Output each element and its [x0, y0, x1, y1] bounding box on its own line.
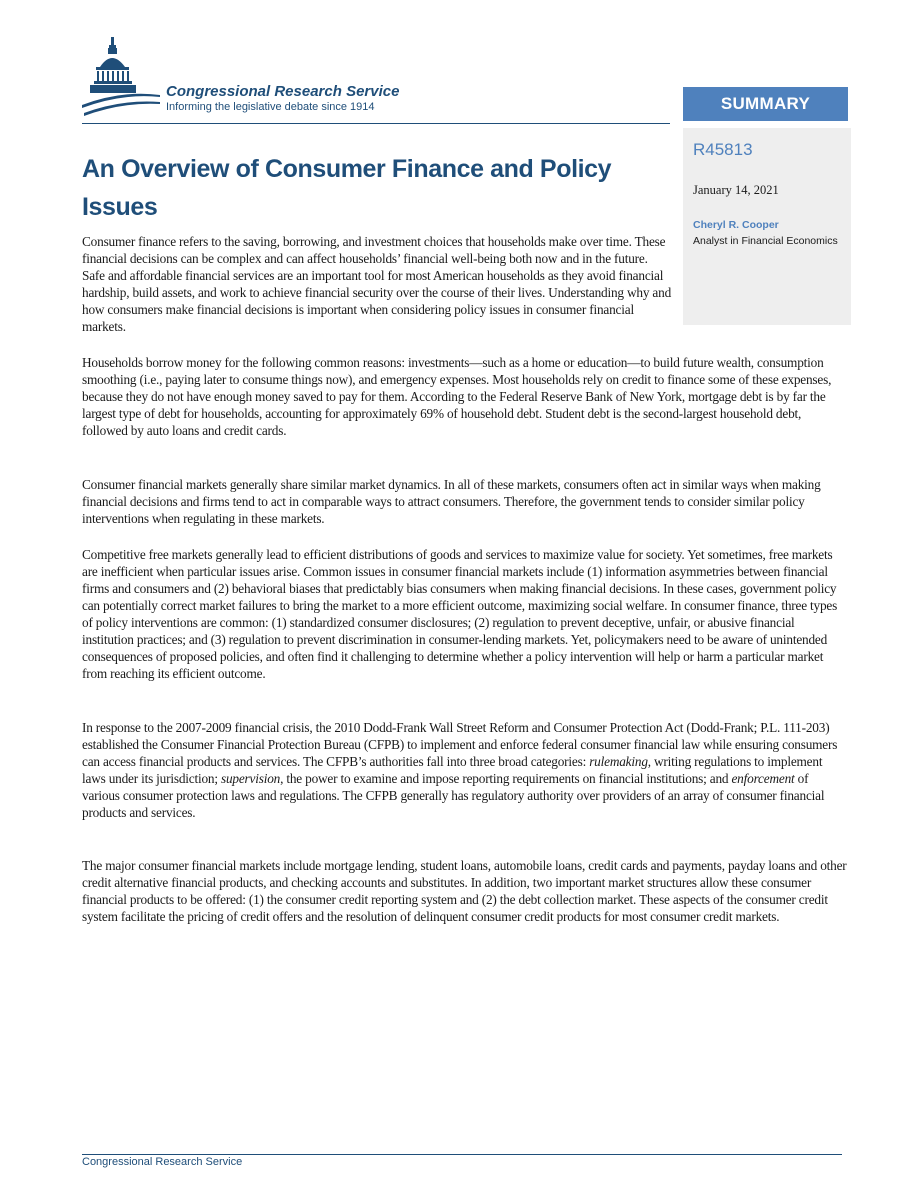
header-divider — [82, 123, 670, 124]
capitol-dome-icon — [82, 35, 162, 125]
summary-label: SUMMARY — [683, 87, 848, 121]
footer-org-name: Congressional Research Service — [82, 1156, 243, 1168]
paragraph-borrowing: Households borrow money for the following common reasons: investments—such as a home or education—to build future wealth, consumption smoothing (i.e., paying later to consume things now), and emergency expenses. Most households rely on credit to finance some of these expenses, because they do not have enough money saved to pay for them. According to the Federal Reserve Bank of New York, mortgage debt is by far the largest type of debt for households, accounting for approximately 69% of household debt. Student debt is the second-largest household debt, followed by auto loans and credit cards. — [82, 355, 832, 438]
paragraph-intro: Consumer finance refers to the saving, borrowing, and investment choices that households make over time. These financial decisions can be complex and can affect households’ financial well-being both now and in the future. Safe and affordable financial services are an important tool for most American households as they avoid financial hardship, build assets, and work to achieve financial security over the course of their lives. Understanding why and how consumers make financial decisions is important when considering policy issues in consumer financial markets. — [82, 234, 672, 334]
term-rulemaking: rulemaking — [589, 754, 648, 769]
org-tagline: Informing the legislative debate since 1914 — [166, 101, 375, 113]
paragraph-cfpb — [82, 719, 847, 821]
page-title: An Overview of Consumer Finance and Policy Issues — [82, 155, 612, 221]
footer-divider — [82, 1154, 842, 1155]
paragraph-market-dynamics: Consumer financial markets generally share similar market dynamics. In all of these markets, consumers often act in similar ways when making financial decisions and firms tend to act in comparable ways to attract consumers. Therefore, the government tends to consider similar policy interventions when regulating in these markets. — [82, 477, 821, 526]
crs-logo — [82, 35, 482, 125]
paragraph-market-failures: Competitive free markets generally lead to efficient distributions of goods and services to maximize value for society. Yet sometimes, free markets are inefficient when particular issues arise. Common issues in consumer financial markets include (1) information asymmetries between financial firms and consumers and (2) behavioral biases that predictably bias consumers when making financial decisions. In these cases, government policy can potentially correct market failures to bring the market to a more efficient outcome, maximizing social welfare. In consumer finance, three types of policy interventions are common: (1) standardized consumer disclosures; (2) regulation to prevent deceptive, unfair, or abusive financial institution practices; and (3) regulation to prevent discrimination in consumer-lending markets. Yet, policymakers need to be aware of unintended consequences of proposed policies, and often find it challenging to determine whether a policy intervention will help or harm a particular market from reaching its efficient outcome. — [82, 547, 838, 681]
report-number: R45813 — [693, 140, 753, 159]
paragraph-cfpb-part-b: , writing regulations to implement laws under its jurisdiction; — [82, 754, 823, 786]
author-title: Analyst in Financial Economics — [693, 235, 838, 247]
report-date: January 14, 2021 — [693, 183, 779, 197]
author-name: Cheryl R. Cooper — [693, 219, 779, 231]
paragraph-cfpb-part-a: In response to the 2007-2009 financial crisis, the 2010 Dodd-Frank Wall Street Reform and Consumer Protection Act (Dodd-Frank; P.L. 111-203) established the Consumer Financial Protection Bureau (CFPB) to implement and enforce federal consumer financial law while ensuring consumers can access financial products and services. The CFPB’s authorities fall into three broad categories: — [82, 720, 838, 769]
paragraph-cfpb-part-c: , the power to examine and impose reporting requirements on financial institutions; and — [280, 771, 732, 786]
term-enforcement: enforcement — [731, 771, 795, 786]
summary-panel — [683, 128, 851, 325]
paragraph-major-markets: The major consumer financial markets include mortgage lending, student loans, automobile loans, credit cards and payments, payday loans and other credit alternative financial products, and checking accounts and substitutes. In addition, two important market structures allow these consumer financial products to be offered: (1) the consumer credit reporting system and (2) the debt collection market. These aspects of the consumer credit system facilitate the pricing of credit offers and the resolution of delinquent consumer credit products for most consumer credit markets. — [82, 858, 847, 924]
term-supervision: supervision — [220, 771, 281, 786]
org-name: Congressional Research Service — [166, 83, 400, 100]
paragraph-cfpb-part-d: of various consumer protection laws and regulations. The CFPB generally has regulatory authority over providers of an array of consumer financial products and services. — [82, 771, 825, 820]
